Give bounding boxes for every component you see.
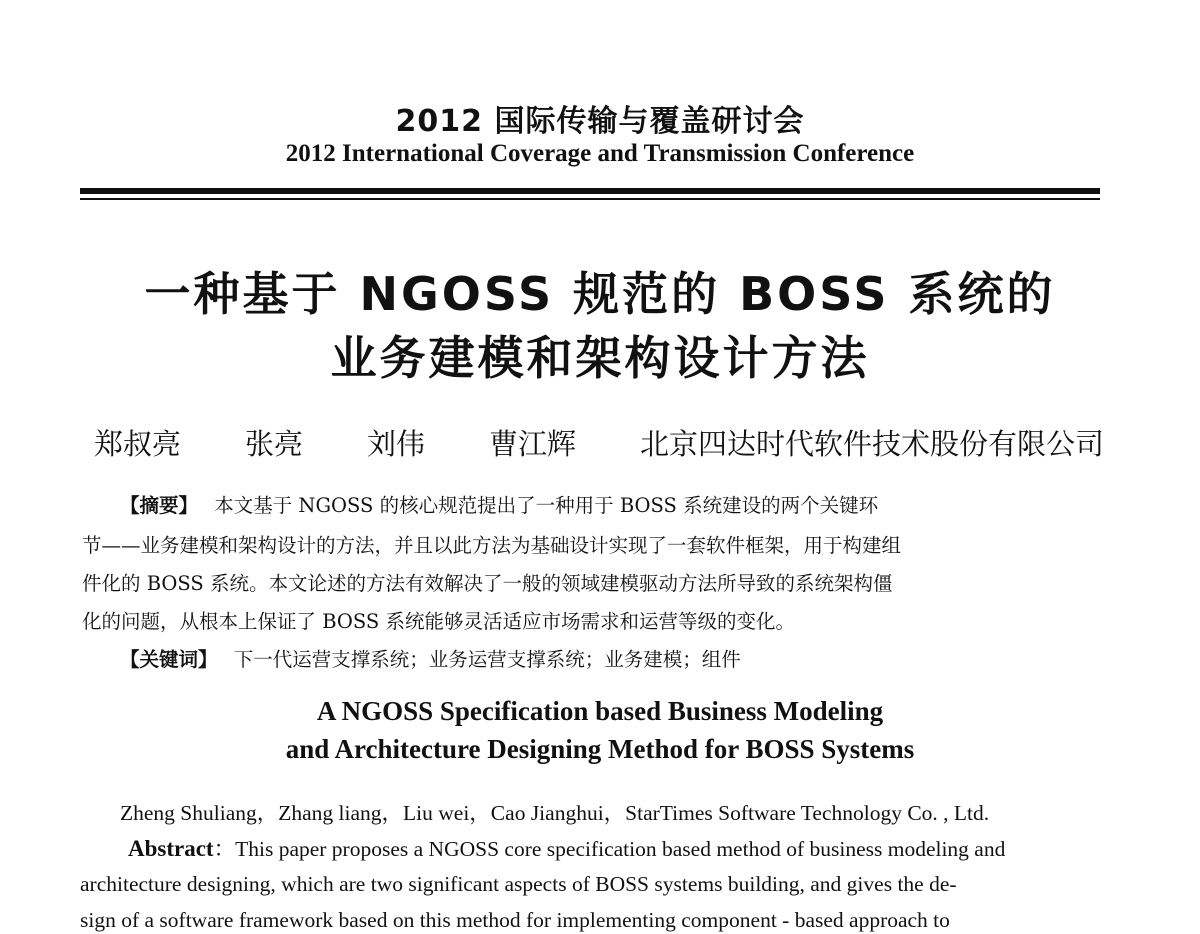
author-name: 曹江辉 [488, 427, 576, 461]
abstract-cn-line: 化的问题，从根本上保证了 BOSS 系统能够灵活适应市场需求和运营等级的变化。 [82, 610, 795, 633]
keywords-cn-line [120, 644, 1102, 672]
abstract-cn-line [120, 490, 1102, 518]
author-name: 郑叔亮 [94, 427, 182, 461]
paper-title-en-line1: A NGOSS Specification based Business Modeling [316, 696, 884, 726]
keywords-cn-label: 【关键词】 [120, 648, 218, 671]
authors-en: Zheng Shuliang，Zhang liang，Liu wei，Cao Jianghui，StarTimes Software Technology Co. , Ltd. [120, 801, 990, 825]
author-name: 张亮 [244, 427, 303, 461]
author-affiliation: 北京四达时代软件技术股份有限公司 [639, 427, 1104, 461]
abstract-cn-line: 节——业务建模和架构设计的方法，并且以此方法为基础设计实现了一套软件框架，用于构建组 [82, 534, 902, 557]
abstract-cn-text: 本文基于 NGOSS 的核心规范提出了一种用于 BOSS 系统建设的两个关键环 [214, 494, 879, 517]
author-name: 刘伟 [366, 427, 425, 461]
abstract-en-label: Abstract [128, 836, 214, 861]
header-rule-thin [80, 198, 1100, 200]
abstract-en-text: ：This paper proposes a NGOSS core specification based method of business modeling and [213, 837, 1006, 861]
authors-cn [94, 422, 1104, 463]
abstract-cn-label: 【摘要】 [120, 494, 199, 517]
keywords-cn-text: 下一代运营支撑系统；业务运营支撑系统；业务建模；组件 [233, 648, 741, 671]
paper-title-cn-line2: 业务建模和架构设计方法 [330, 331, 870, 385]
paper-title-en-line2: and Architecture Designing Method for BOSS Systems [285, 734, 915, 764]
abstract-en-line: architecture designing, which are two significant aspects of BOSS systems building, and gives the de- [80, 872, 957, 896]
conference-title-en: 2012 International Coverage and Transmission Conference [285, 140, 915, 167]
header-rule-thick [80, 188, 1100, 194]
abstract-cn-line: 件化的 BOSS 系统。本文论述的方法有效解决了一般的领域建模驱动方法所导致的系统架构僵 [82, 572, 893, 595]
abstract-en-line [128, 832, 1102, 863]
conference-title-cn: 2012 国际传输与覆盖研讨会 [395, 104, 805, 139]
abstract-en-line: sign of a software framework based on this method for implementing component - based approach to [80, 908, 950, 932]
paper-title-cn-line1: 一种基于 NGOSS 规范的 BOSS 系统的 [144, 267, 1056, 321]
